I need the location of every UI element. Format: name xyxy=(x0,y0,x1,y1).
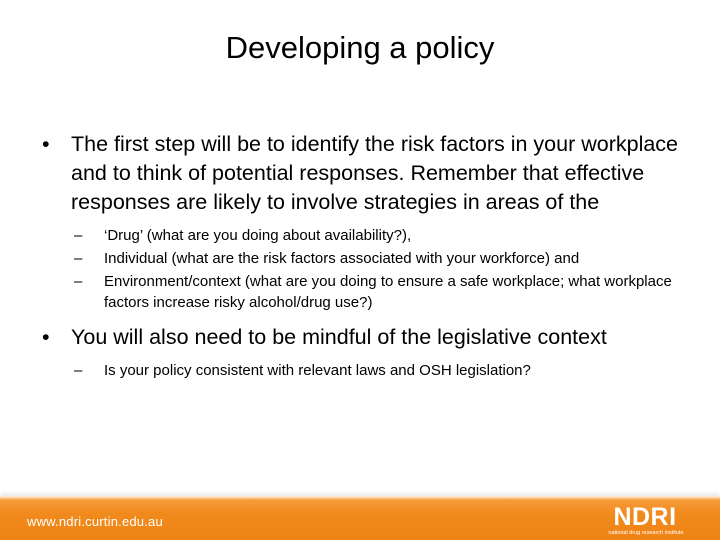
dash-marker: – xyxy=(74,227,83,244)
bullet-2-subitems xyxy=(36,360,706,381)
bullet-1-subitems xyxy=(36,225,706,313)
dash-marker: – xyxy=(74,250,83,267)
subbullet-legislation xyxy=(36,360,706,381)
ndri-logo-subtext: national drug research institute xyxy=(608,530,684,536)
slide-title: Developing a policy xyxy=(225,30,495,65)
subbullet-individual-text: Individual (what are the risk factors associated with your workforce) and xyxy=(104,250,580,267)
subbullet-drug xyxy=(36,225,706,246)
bullet-marker: • xyxy=(42,132,50,156)
subbullet-environment-text: Environment/context (what are you doing to ensure a safe workplace; what workplace factors increase risky alcohol/drug use?) xyxy=(104,273,672,311)
bullet-2 xyxy=(36,323,706,352)
ndri-logo-wordmark: NDRI xyxy=(613,503,677,531)
bullet-marker: • xyxy=(42,325,50,349)
bullet-2-text: You will also need to be mindful of the legislative context xyxy=(71,325,607,349)
slide-body xyxy=(36,130,706,383)
bullet-1-text: The first step will be to identify the risk factors in your workplace and to think of potential responses. Remember that effective responses are likely to involve strategies in areas of the xyxy=(71,132,679,214)
dash-marker: – xyxy=(74,273,83,290)
subbullet-drug-text: ‘Drug’ (what are you doing about availability?), xyxy=(104,227,412,244)
footer-highlight xyxy=(0,496,720,500)
dash-marker: – xyxy=(74,362,83,379)
subbullet-legislation-text: Is your policy consistent with relevant laws and OSH legislation? xyxy=(104,362,531,379)
subbullet-individual xyxy=(36,248,706,269)
footer-url: www.ndri.curtin.edu.au xyxy=(27,514,163,529)
bullet-1 xyxy=(36,130,706,217)
ndri-logo xyxy=(602,504,688,538)
subbullet-environment xyxy=(36,271,706,313)
